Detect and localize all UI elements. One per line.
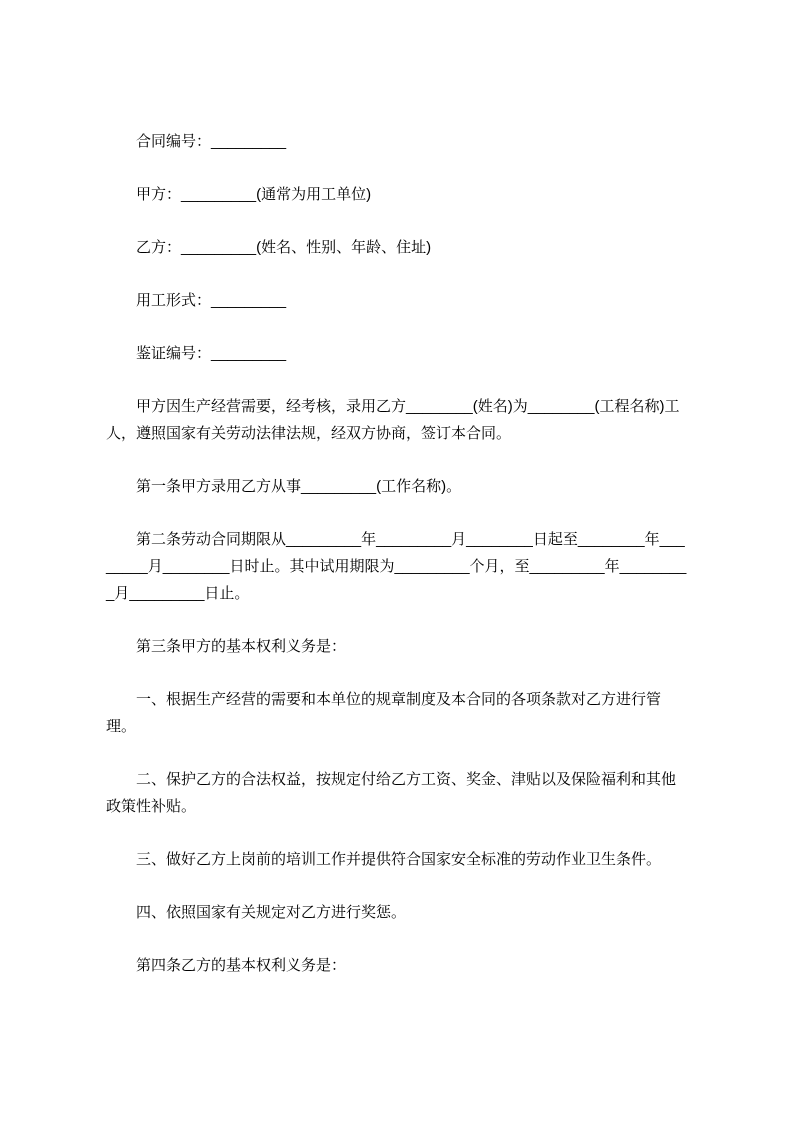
party-b-line: 乙方：_________(姓名、性别、年龄、住址) <box>136 239 432 256</box>
employment-type-line: 用工形式：_________ <box>136 292 287 309</box>
party-a-line: 甲方：_________(通常为用工单位) <box>136 186 372 203</box>
verification-number-line: 鉴证编号：_________ <box>136 345 287 362</box>
article-3-item-4: 四、依照国家有关规定对乙方进行奖惩。 <box>136 904 407 921</box>
article-3-heading: 第三条甲方的基本权利义务是： <box>136 638 347 655</box>
preamble-paragraph: 甲方因生产经营需要，经考核，录用乙方________(姓名)为________(工程名称)工人，遵照国家有关劳动法律法规，经双方协商，签订本合同。 <box>106 398 680 442</box>
contract-body <box>106 128 690 979</box>
contract-number-line: 合同编号：_________ <box>136 133 287 150</box>
article-2: 第二条劳动合同期限从_________年_________月________日起至________年________月________日时止。其中试用期限为_________个月，至_________年_________月_________日止。 <box>106 531 687 602</box>
article-4-heading: 第四条乙方的基本权利义务是： <box>136 957 347 974</box>
article-3-item-3: 三、做好乙方上岗前的培训工作并提供符合国家安全标准的劳动作业卫生条件。 <box>136 851 662 868</box>
article-1: 第一条甲方录用乙方从事_________(工作名称)。 <box>136 478 462 495</box>
article-3-item-2: 二、保护乙方的合法权益，按规定付给乙方工资、奖金、津贴以及保险福利和其他政策性补贴。 <box>106 771 677 815</box>
article-3-item-1: 一、根据生产经营的需要和本单位的规章制度及本合同的各项条款对乙方进行管理。 <box>106 691 662 735</box>
